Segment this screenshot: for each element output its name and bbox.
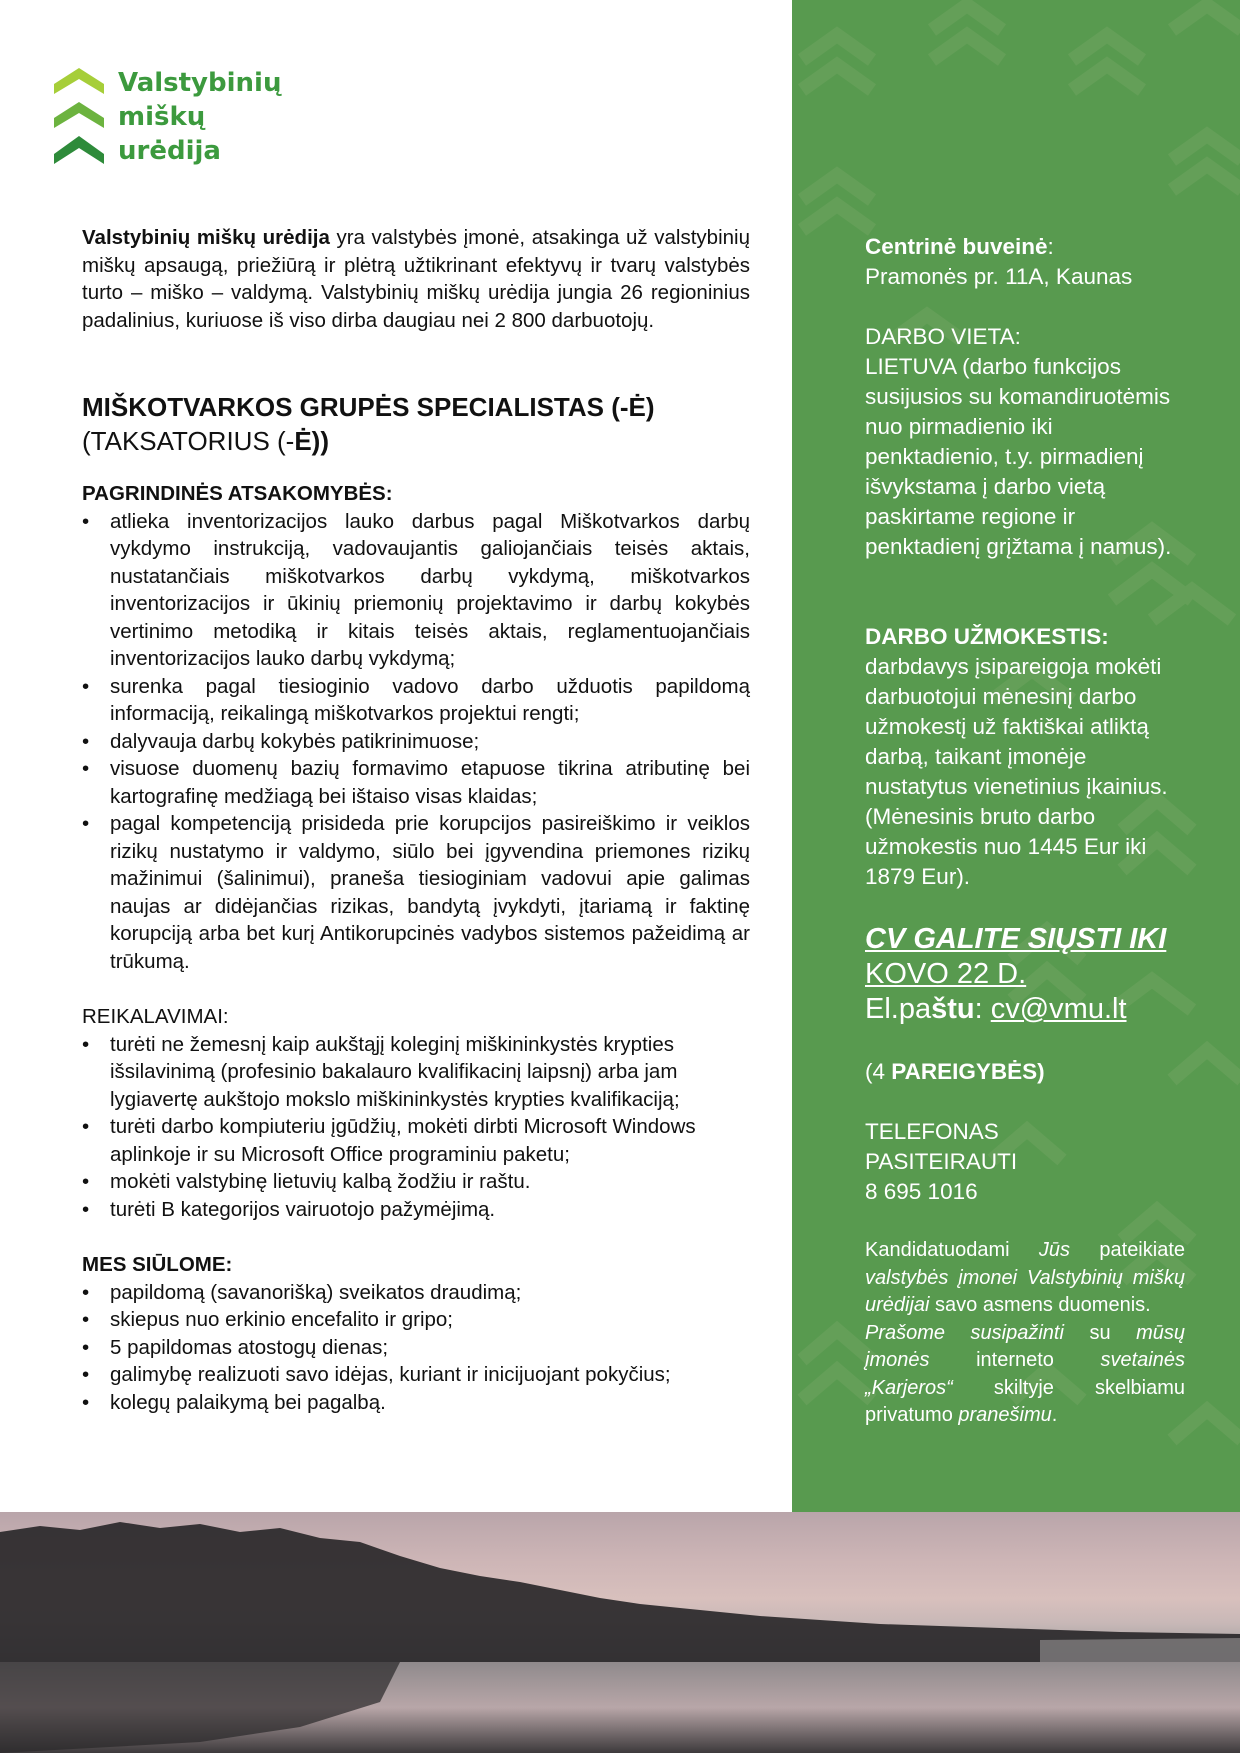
cv-deadline xyxy=(865,922,1185,1027)
positions-a: (4 xyxy=(865,1059,892,1084)
main-content xyxy=(82,224,750,1416)
logo-line-3: urėdija xyxy=(118,136,221,166)
requirements-heading: REIKALAVIMAI: xyxy=(82,1005,229,1028)
privacy-text: interneto xyxy=(929,1349,1101,1371)
email-label-a: El.pa xyxy=(865,993,932,1025)
hq-address: Pramonės pr. 11A, Kaunas xyxy=(865,264,1133,289)
tree-logo-icon xyxy=(54,66,104,170)
cv-deadline-line-2: KOVO 22 D. xyxy=(865,958,1027,990)
email-link[interactable]: cv@vmu.lt xyxy=(990,993,1127,1025)
privacy-notice xyxy=(865,1237,1185,1430)
salary-label: DARBO UŽMOKESTIS: xyxy=(865,624,1109,649)
job-title-sub-a: (TAKSATORIUS (- xyxy=(82,426,295,456)
offer-list xyxy=(82,1279,750,1417)
intro-org-name: Valstybinių miškų urėdija xyxy=(82,226,330,249)
job-title-sub xyxy=(82,424,750,458)
salary-text: darbdavys įsipareigoja mokėti darbuotojui mėnesinį darbo užmokestį už faktiškai atliktą darbą, taikant įmonėje nustatytus vienetinius įkainius. (Mėnesinis bruto darbo užmokestis nuo 1445 Eur iki 1879 Eur). xyxy=(865,654,1168,889)
list-item: • turėti B kategorijos vairuotojo pažymėjimą. xyxy=(82,1196,750,1224)
list-item: • pagal kompetenciją prisideda prie korupcijos pasireiškimo ir veiklos rizikų nustatymo ir valdymo, siūlo bei įgyvendina priemones rizikų mažinimui (šalinimui), praneša tiesioginiam vadovui apie galimas naujas ar didėjančias rizikas, bandytą įvykdyti, įtariamą ir faktinę korupciją arba bet kurį Antikorupcinės vadybos sistemos pažeidimą ar trūkumą. xyxy=(82,810,750,975)
privacy-text: mūsų įmonės xyxy=(865,1321,1185,1371)
positions-b: PAREIGYBĖS) xyxy=(891,1059,1045,1084)
privacy-text: Prašome susipažinti xyxy=(865,1321,1064,1344)
list-item: • galimybę realizuoti savo idėjas, kuriant ir inicijuojant pokyčius; xyxy=(82,1361,750,1389)
logo-line-2: miškų xyxy=(118,102,206,132)
list-item: • papildomą (savanorišką) sveikatos draudimą; xyxy=(82,1279,750,1307)
privacy-text: su xyxy=(1063,1321,1137,1344)
job-title-main: MIŠKOTVARKOS GRUPĖS SPECIALISTAS (-Ė) xyxy=(82,392,655,422)
forest-silhouette-icon xyxy=(0,1512,1240,1753)
list-item: • turėti darbo kompiuteriu įgūdžių, mokėti dirbti Microsoft Windows aplinkoje ir su Microsoft Office programiniu paketu; xyxy=(82,1113,750,1168)
list-item: • atlieka inventorizacijos lauko darbus pagal Miškotvarkos darbų vykdymo instrukciją, vadovaujantis galiojančiais teisės aktais, nustatančiais miškotvarkos darbų vykdymą, miškotvarkos inventorizacijos ir ūkinių priemonių projektavimo ir darbų kokybės vertinimo metodiką ir kitais teisės aktais, reglamentuojančiais inventorizacijos lauko darbų vykdymą; xyxy=(82,508,750,673)
phone-number: 8 695 1016 xyxy=(865,1179,978,1204)
intro-paragraph xyxy=(82,224,750,334)
privacy-text: Jūs xyxy=(1038,1239,1071,1261)
work-place-block xyxy=(865,322,1185,562)
cv-deadline-line-1: CV GALITE SIŲSTI IKI xyxy=(865,923,1167,955)
hq-label: Centrinė buveinė xyxy=(865,234,1048,259)
job-title xyxy=(82,390,750,458)
responsibilities-list xyxy=(82,508,750,976)
privacy-text: svetainės „Karjeros“ xyxy=(865,1349,1185,1399)
list-item: • skiepus nuo erkinio encefalito ir gripo; xyxy=(82,1306,750,1334)
email-line xyxy=(865,992,1185,1027)
work-place-text: LIETUVA (darbo funkcijos susijusios su komandiruotėmis nuo pirmadienio iki penktadienio, t.y. pirmadienį išvykstama į darbo vietą paskirtame regione ir penktadienį grįžtama į namus). xyxy=(865,354,1172,559)
list-item: • surenka pagal tiesioginio vadovo darbo užduotis papildomą informaciją, reikalingą miškotvarkos projektui rengti; xyxy=(82,673,750,728)
phone-label-2: PASITEIRAUTI xyxy=(865,1149,1018,1174)
list-item: • visuose duomenų bazių formavimo etapuose tikrina atributinę bei kartografinę medžiagą bei ištaiso visas klaidas; xyxy=(82,755,750,810)
requirements-list xyxy=(82,1031,750,1224)
privacy-text: skiltyje skelbiamu privatumo xyxy=(865,1376,1185,1426)
list-item: • dalyvauja darbų kokybės patikrinimuose; xyxy=(82,728,750,756)
intro-text: yra valstybės įmonė, atsakinga už valstybinių miškų apsaugą, priežiūrą ir plėtrą užtikrinant efektyvų ir tvarų valstybės turto – miško – valdymą. Valstybinių miškų urėdija jungia 26 regioninius padalinius, kuriuose iš viso dirba daugiau nei 2 800 darbuotojų. xyxy=(82,226,750,332)
privacy-text: savo asmens duomenis. xyxy=(929,1294,1151,1316)
logo-text xyxy=(118,66,281,168)
privacy-text: Kandidatuodami xyxy=(865,1239,1039,1261)
phone-label-1: TELEFONAS xyxy=(865,1119,999,1144)
list-item: • mokėti valstybinę lietuvių kalbą žodžiu ir raštu. xyxy=(82,1168,750,1196)
hq-block xyxy=(865,232,1185,292)
positions-count xyxy=(865,1057,1185,1087)
offer-heading: MES SIŪLOME: xyxy=(82,1253,233,1276)
salary-block xyxy=(865,622,1185,892)
privacy-text: valstybės įmonei Valstybinių miškų urėdijai xyxy=(865,1266,1185,1316)
work-place-label: DARBO VIETA: xyxy=(865,324,1021,349)
logo xyxy=(54,66,294,176)
job-title-sub-b: Ė)) xyxy=(294,426,330,456)
email-label-b: štu xyxy=(931,993,975,1025)
privacy-text: pranešimu xyxy=(958,1404,1052,1426)
lake-sunset-photo xyxy=(0,1512,1240,1753)
privacy-text: . xyxy=(1051,1404,1058,1426)
responsibilities-heading: PAGRINDINĖS ATSAKOMYBĖS: xyxy=(82,482,393,505)
list-item: • turėti ne žemesnį kaip aukštąjį koleginį miškininkystės krypties išsilavinimą (profesinio bakalauro kvalifikacinį laipsnį) arba jam lygiavertę aukštojo mokslo miškininkystės krypties kvalifikaciją; xyxy=(82,1031,750,1114)
logo-line-1: Valstybinių xyxy=(118,68,282,98)
hq-colon: : xyxy=(1047,234,1054,259)
list-item: • kolegų palaikymą bei pagalbą. xyxy=(82,1389,750,1417)
list-item: • 5 papildomas atostogų dienas; xyxy=(82,1334,750,1362)
email-colon: : xyxy=(974,993,991,1025)
sidebar-content xyxy=(865,232,1185,1430)
phone-block xyxy=(865,1117,1185,1207)
privacy-text: pateikiate xyxy=(1070,1239,1185,1261)
